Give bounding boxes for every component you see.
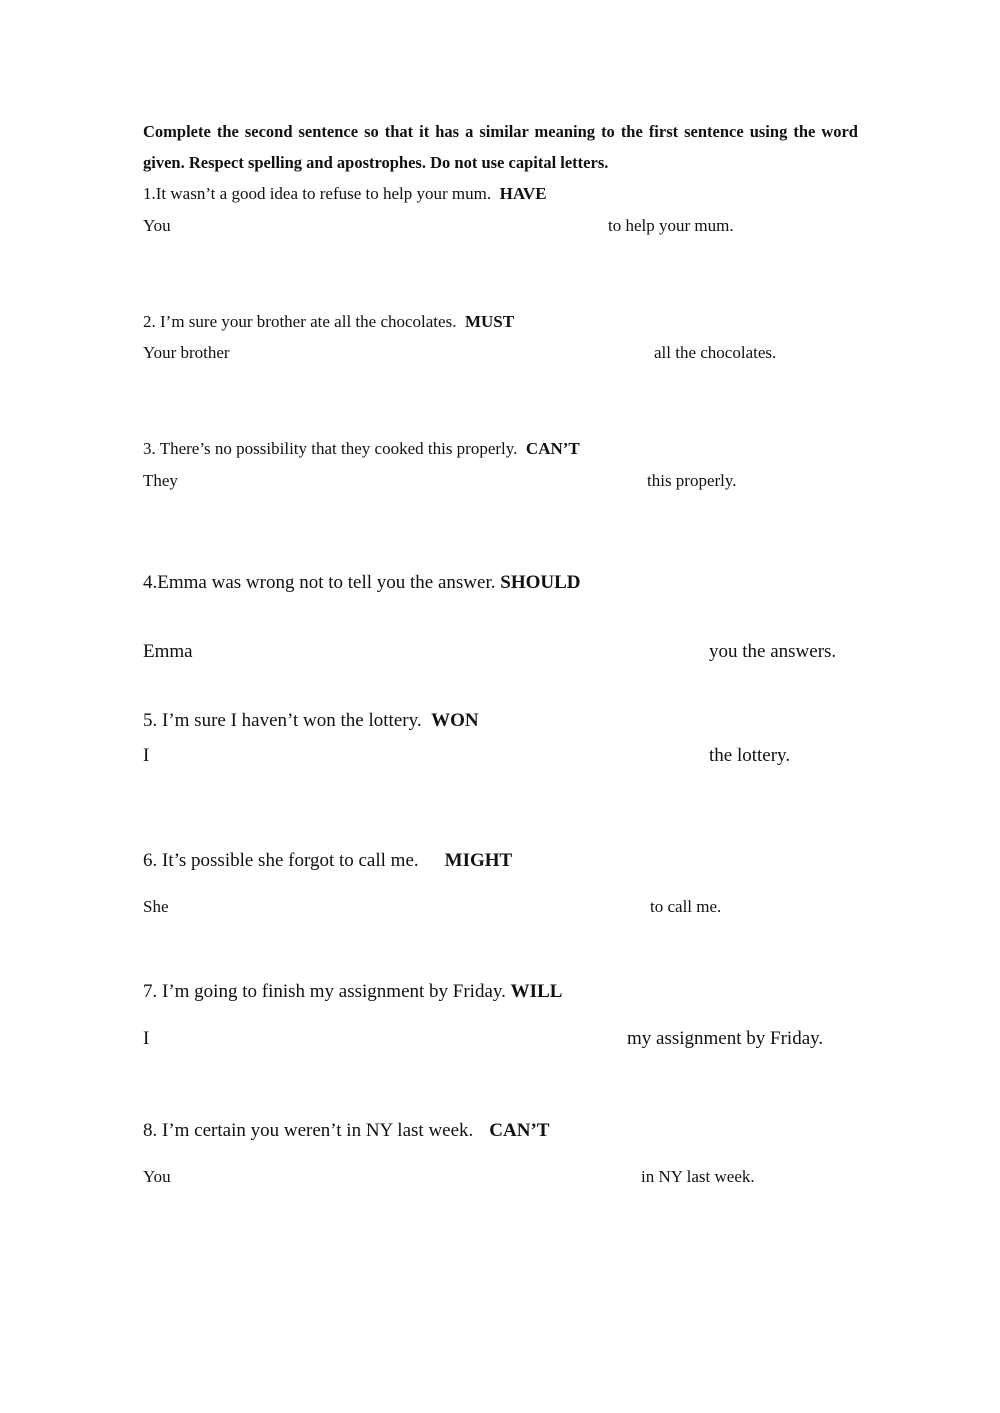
item-5-sentence: 5. I’m sure I haven’t won the lottery. [143,710,422,731]
item-8-start: You [143,1167,171,1186]
item-1-end: to help your mum. [608,216,734,235]
instructions: Complete the second sentence so that it has a similar meaning to the first sentence using the word given. Respect spelling and apostrophes. Do not use capital letters. [143,122,858,172]
item-7-sentence: 7. I’m going to finish my assignment by Friday. [143,981,506,1002]
item-2-sentence: 2. I’m sure your brother ate all the chocolates. [143,312,457,331]
item-6-keyword: MIGHT [444,850,513,871]
item-7-prompt [143,981,562,1003]
item-8-keyword: CAN’T [489,1120,550,1141]
item-7-keyword: WILL [510,981,563,1002]
item-6-start: She [143,897,169,916]
item-4-sentence: 4.Emma was wrong not to tell you the answer. [143,572,496,593]
item-5-keyword: WON [431,710,479,731]
item-8-end: in NY last week. [641,1167,755,1186]
item-7-end: my assignment by Friday. [627,1028,824,1049]
item-1-start: You [143,216,171,235]
item-8-prompt [143,1120,549,1142]
item-3-sentence: 3. There’s no possibility that they cooked this properly. [143,439,518,458]
item-5-end: the lottery. [709,745,791,766]
item-3-keyword: CAN’T [525,439,580,458]
item-4-prompt [143,572,581,594]
item-1-prompt [143,184,547,204]
item-6-end: to call me. [650,897,722,916]
item-5-start: I [143,745,150,766]
item-3-start: They [143,471,178,490]
item-1-keyword: HAVE [499,184,547,203]
item-2-end: all the chocolates. [654,343,777,362]
item-1-sentence: 1.It wasn’t a good idea to refuse to help your mum. [143,184,492,203]
item-6-sentence: 6. It’s possible she forgot to call me. [143,850,419,871]
item-3-prompt [143,439,580,459]
item-7-start: I [143,1028,150,1049]
item-4-start: Emma [143,641,193,662]
item-2-start: Your brother [143,343,230,362]
item-4-keyword: SHOULD [500,572,581,593]
item-5-prompt [143,710,479,732]
item-6-prompt [143,850,512,872]
item-3-end: this properly. [647,471,737,490]
item-2-keyword: MUST [464,312,515,331]
item-2-prompt [143,312,514,332]
item-4-end: you the answers. [709,641,837,662]
item-8-sentence: 8. I’m certain you weren’t in NY last week. [143,1120,474,1141]
